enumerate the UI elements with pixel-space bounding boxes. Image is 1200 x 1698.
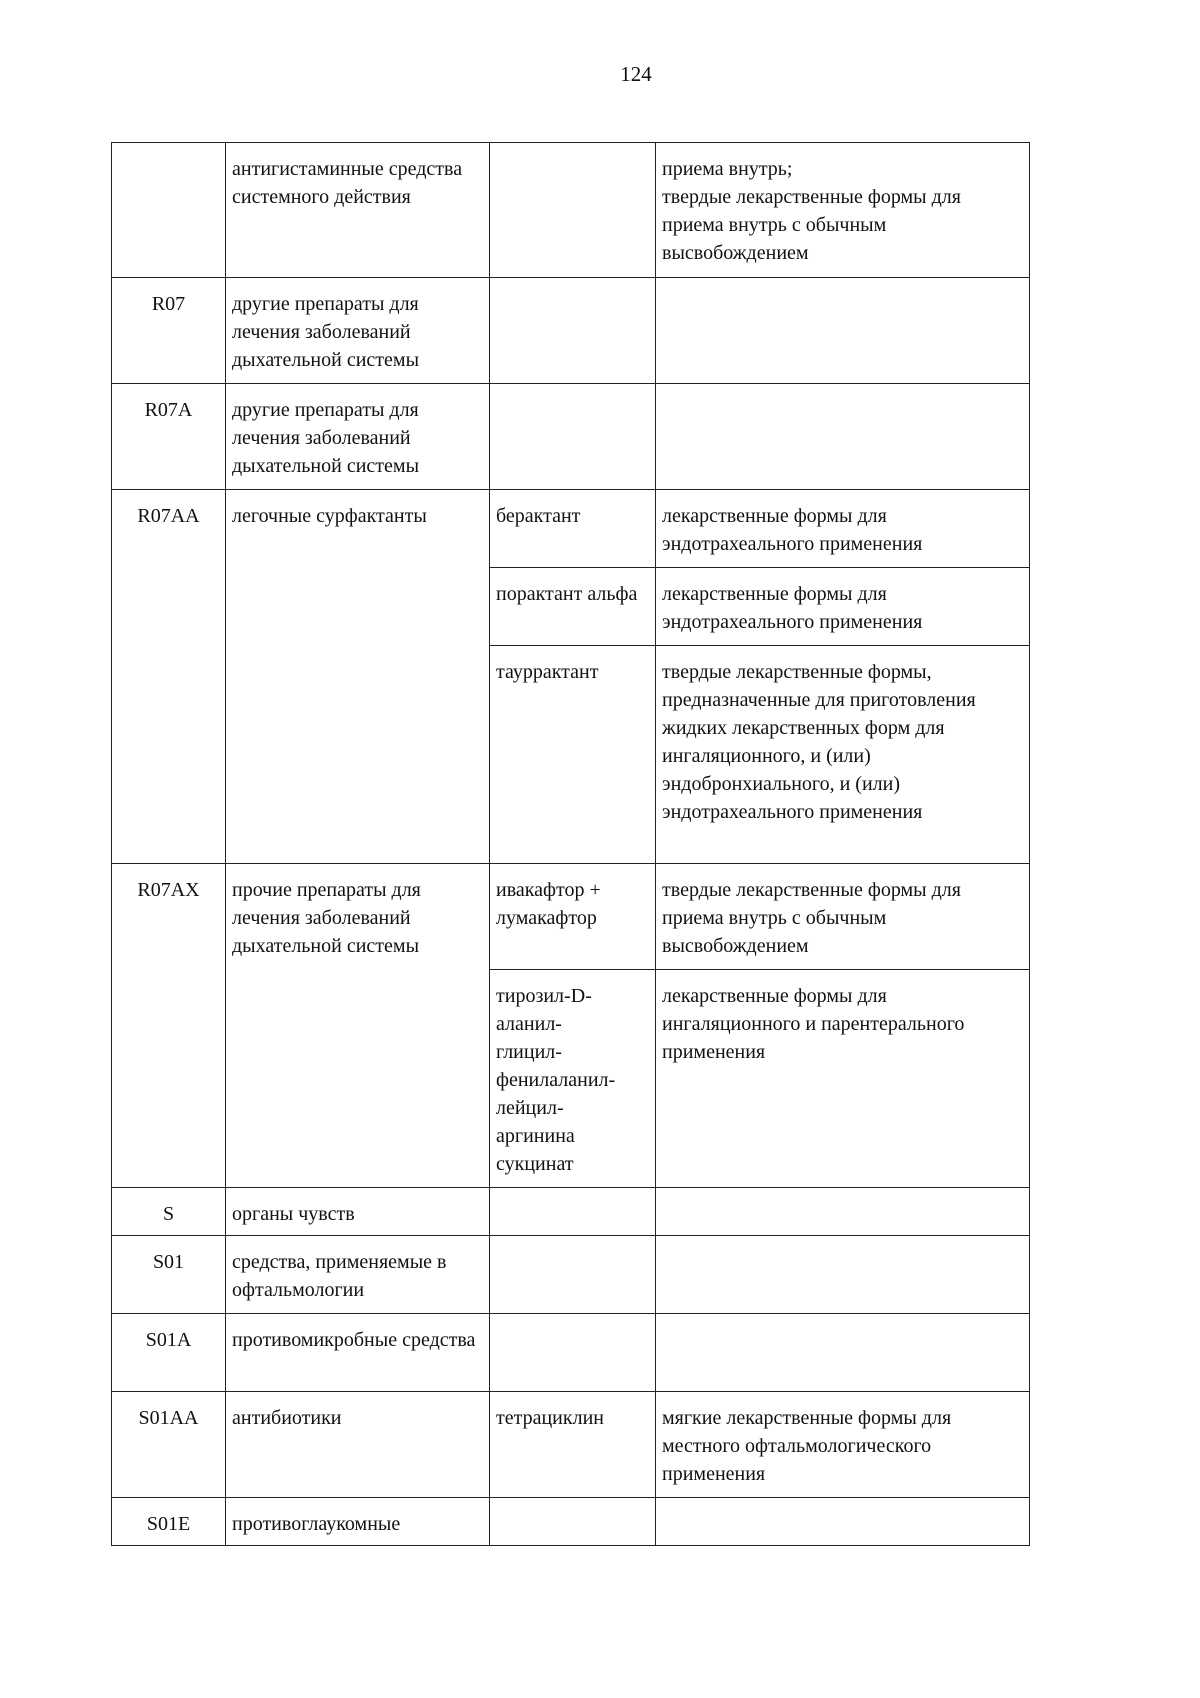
dosage-form-cell [656,1498,1030,1546]
page-number: 124 [620,62,652,86]
group-cell: легочные сурфактанты [226,490,490,864]
group-cell: прочие препараты для лечения заболеваний дыхательной системы [226,864,490,1188]
substance-cell [490,384,656,490]
atc-code-cell: R07 [112,278,226,384]
substance-cell [490,1498,656,1546]
atc-code-cell: S01 [112,1236,226,1314]
substance-cell [490,1236,656,1314]
atc-code-cell: R07A [112,384,226,490]
group-cell: другие препараты для лечения заболеваний дыхательной системы [226,278,490,384]
table-row [112,864,1030,970]
dosage-form-cell [656,384,1030,490]
group-cell: средства, применяемые в офтальмологии [226,1236,490,1314]
substance-cell: порактант альфа [490,568,656,646]
group-cell: противоглаукомные [226,1498,490,1546]
table-row [112,278,1030,384]
dosage-form-cell: лекарственные формы для эндотрахеального применения [656,490,1030,568]
atc-code-cell: S01E [112,1498,226,1546]
dosage-form-cell [656,1236,1030,1314]
dosage-form-cell: твердые лекарственные формы для приема внутрь с обычным высвобождением [656,864,1030,970]
substance-cell [490,143,656,278]
atc-code-cell: S01A [112,1314,226,1392]
table-row [112,490,1030,568]
substance-cell: берактант [490,490,656,568]
dosage-form-cell: лекарственные формы для эндотрахеального применения [656,568,1030,646]
group-cell: другие препараты для лечения заболеваний дыхательной системы [226,384,490,490]
drug-table [111,142,1030,1546]
atc-code-cell: S01AA [112,1392,226,1498]
dosage-form-cell: приема внутрь; твердые лекарственные формы для приема внутрь с обычным высвобождением [656,143,1030,278]
substance-cell: тетрациклин [490,1392,656,1498]
group-cell: антибиотики [226,1392,490,1498]
substance-cell [490,1188,656,1236]
table-row [112,1236,1030,1314]
atc-code-cell: R07AA [112,490,226,864]
table-row [112,1188,1030,1236]
substance-cell [490,1314,656,1392]
substance-cell [490,278,656,384]
dosage-form-cell: мягкие лекарственные формы для местного офтальмологического применения [656,1392,1030,1498]
table-row [112,143,1030,278]
group-cell: антигистаминные средства системного действия [226,143,490,278]
substance-cell: ивакафтор + лумакафтор [490,864,656,970]
dosage-form-cell: твердые лекарственные формы, предназначенные для приготовления жидких лекарственных форм для ингаляционного, и (или) эндобронхиального, и (или) эндотрахеального применения [656,646,1030,864]
table-row [112,1498,1030,1546]
atc-code-cell [112,143,226,278]
substance-cell: тауррактант [490,646,656,864]
dosage-form-cell: лекарственные формы для ингаляционного и парентерального применения [656,970,1030,1188]
atc-code-cell: R07AX [112,864,226,1188]
dosage-form-cell [656,1188,1030,1236]
dosage-form-cell [656,1314,1030,1392]
table-row [112,1392,1030,1498]
atc-code-cell: S [112,1188,226,1236]
substance-cell: тирозил-D- аланил- глицил- фенилаланил- лейцил- аргинина сукцинат [490,970,656,1188]
group-cell: противомикробные средства [226,1314,490,1392]
group-cell: органы чувств [226,1188,490,1236]
dosage-form-cell [656,278,1030,384]
table-row [112,1314,1030,1392]
table-row [112,384,1030,490]
